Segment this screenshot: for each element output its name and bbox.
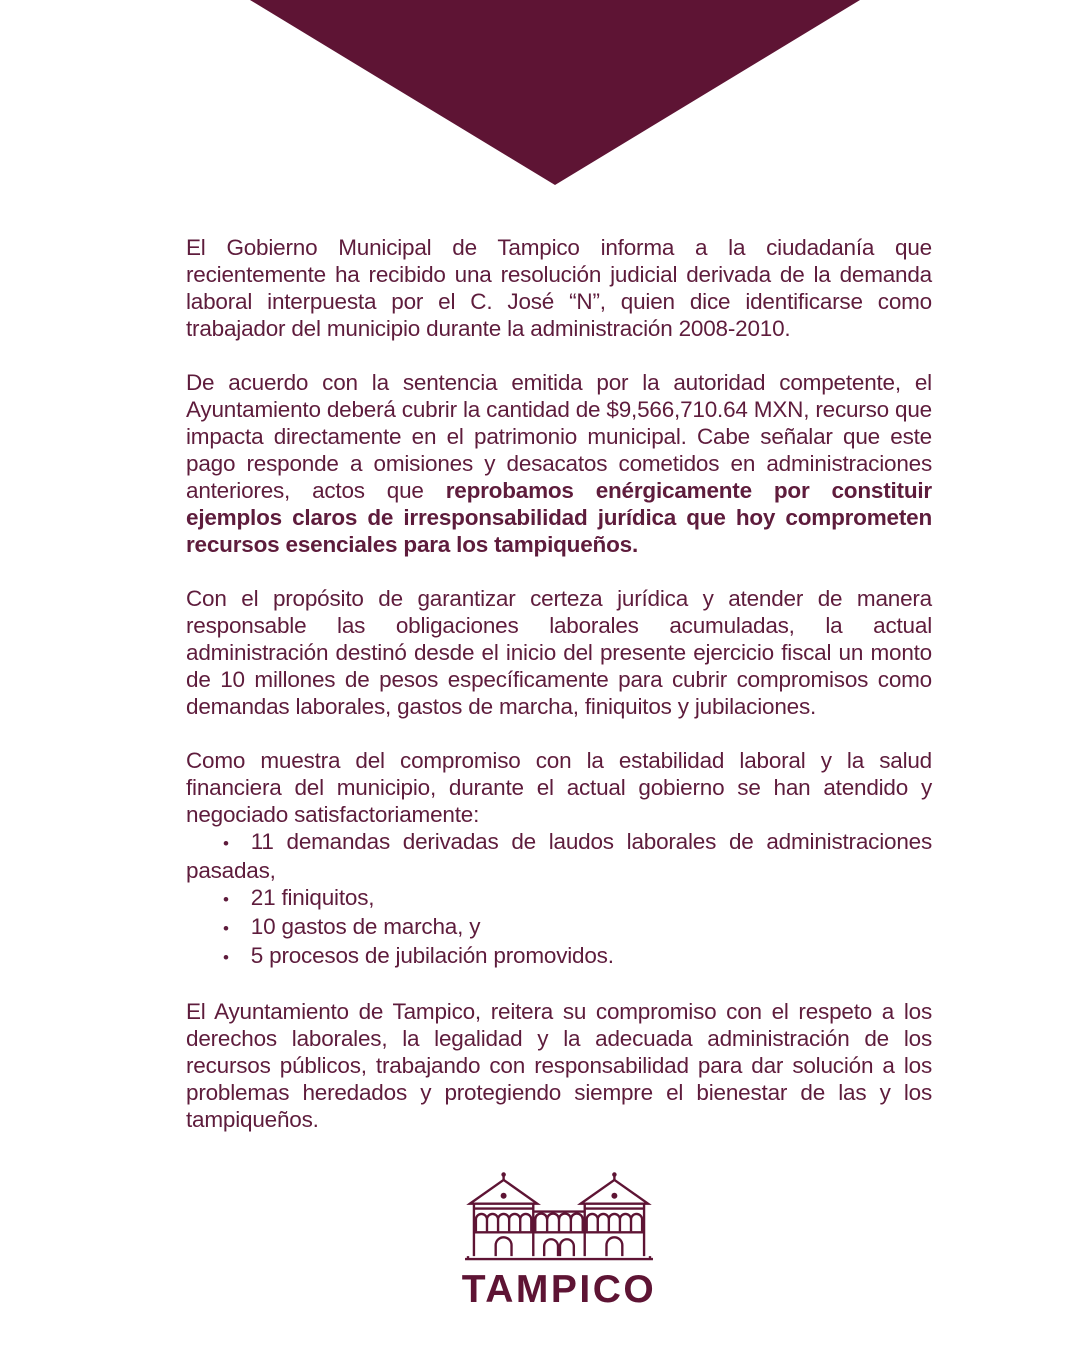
bullet-icon: •	[223, 919, 229, 938]
announcement-body	[186, 234, 932, 1160]
bullet-icon: •	[223, 834, 229, 853]
top-triangle-decoration	[0, 0, 1080, 190]
paragraph-sentencia	[186, 369, 932, 558]
paragraph-cierre: El Ayuntamiento de Tampico, reitera su compromiso con el respeto a los derechos laborales, la legalidad y la adecuada administración de los recursos públicos, trabajando con responsabilidad para dar solución a los problemas heredados y protegiendo siempre el bienestar de las y los tampiqueños.	[186, 999, 932, 1132]
bullet-item-gastos	[186, 913, 932, 942]
bullet-icon: •	[223, 948, 229, 967]
paragraph-sentencia-text: De acuerdo con la sentencia emitida por la autoridad competente, el Ayuntamiento deberá cubrir la cantidad de $9,566,710.64 MXN, recurso que impacta directamente en el patrimonio municipal. Cabe señalar que este pago responde a omisiones y desacatos cometidos en administraciones anteriores, actos que	[186, 370, 932, 503]
tampico-wordmark: TAMPICO	[461, 1268, 657, 1311]
bullet-item-text: 10 gastos de marcha, y	[250, 914, 481, 939]
bullet-item-text: 5 procesos de jubilación promovidos.	[250, 943, 614, 968]
bullet-item-jubilaciones	[186, 942, 932, 971]
paragraph-compromiso-intro: Como muestra del compromiso con la estabilidad laboral y la salud financiera del municipio, durante el actual gobierno se han atendido y negociado satisfactoriamente:	[186, 748, 932, 827]
bullet-item-text: 21 finiquitos,	[250, 885, 375, 910]
tampico-logo	[460, 1171, 658, 1309]
paragraph-proposito: Con el propósito de garantizar certeza jurídica y atender de manera responsable las obligaciones laborales acumuladas, la actual administración destinó desde el inicio del presente ejercicio fiscal un monto de 10 millones de pesos específicamente para cubrir compromisos como demandas laborales, gastos de marcha, finiquitos y jubilaciones.	[186, 586, 932, 719]
bullet-item-finiquitos	[186, 884, 932, 913]
paragraph-intro: El Gobierno Municipal de Tampico informa a la ciudadanía que recientemente ha recibido una resolución judicial derivada de la demanda laboral interpuesta por el C. José “N”, quien dice identificarse como trabajador del municipio durante la administración 2008-2010.	[186, 235, 932, 341]
bullet-list	[186, 828, 932, 971]
bullet-icon: •	[223, 890, 229, 909]
paragraph-sentencia-bold-text: reprobamos enérgicamente por constituir ejemplos claros de irresponsabilidad jurídica que hoy comprometen recursos esenciales para los tampiqueños.	[186, 478, 932, 557]
bullet-item-demandas	[186, 828, 932, 884]
tampico-building-icon	[460, 1171, 658, 1262]
bullet-item-text: 11 demandas derivadas de laudos laborales de administraciones pasadas,	[186, 829, 932, 883]
